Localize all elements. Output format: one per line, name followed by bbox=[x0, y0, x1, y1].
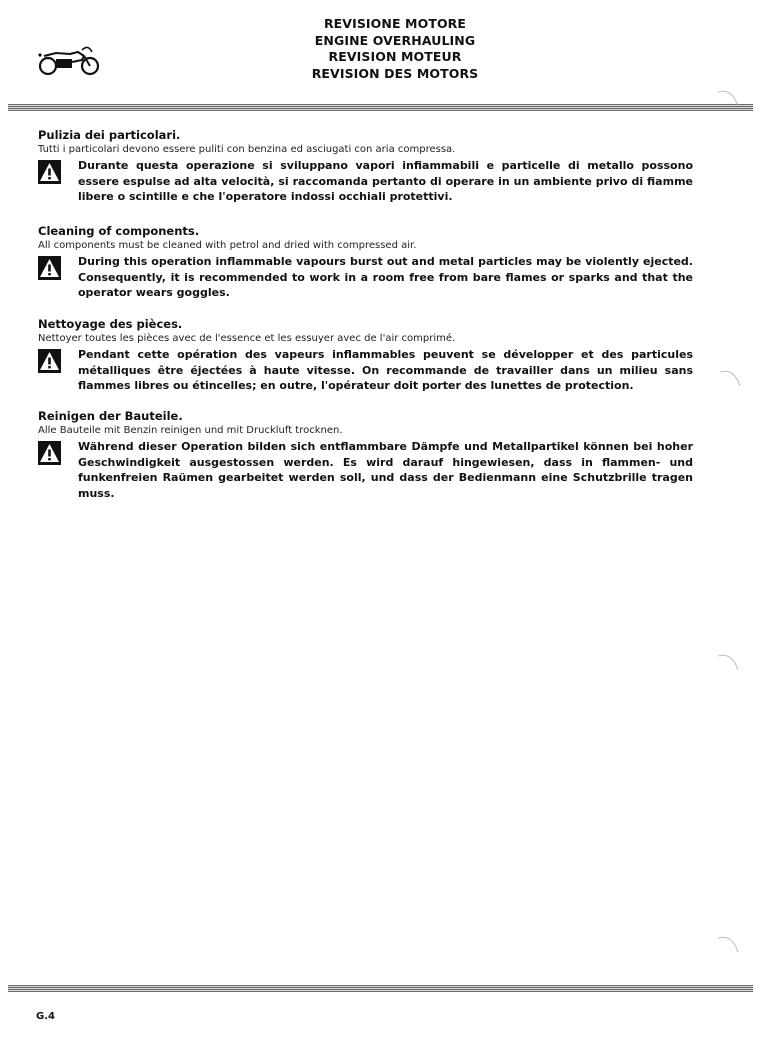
warning-block bbox=[38, 158, 693, 205]
section-title: Cleaning of components. bbox=[38, 224, 200, 238]
warning-triangle-icon bbox=[38, 441, 61, 465]
warning-text: Pendant cette opération des vapeurs inflammables peuvent se développer et des particules métalliques être éjectées à haute vitesse. On recommande de travailler dans un milieu sans flammes libres ou étincelles; en outre, l'opérateur doit porter des lunettes de protection. bbox=[78, 348, 693, 392]
warning-triangle-icon bbox=[38, 160, 61, 184]
motorcycle-icon bbox=[36, 42, 102, 78]
section-cleaning-fr bbox=[38, 317, 693, 394]
warning-triangle-icon bbox=[38, 256, 61, 280]
section-intro: Nettoyer toutes les pièces avec de l'essence et les essuyer avec de l'air comprimé. bbox=[38, 333, 456, 344]
section-title: Pulizia dei particolari. bbox=[38, 128, 181, 142]
section-intro: Tutti i particolari devono essere puliti con benzina ed asciugati con aria compressa. bbox=[38, 144, 456, 155]
page-header-titles bbox=[200, 16, 590, 82]
corner-mark bbox=[716, 650, 740, 674]
section-cleaning-it bbox=[38, 128, 693, 205]
header-title-it: REVISIONE MOTORE bbox=[323, 16, 467, 31]
warning-block bbox=[38, 439, 693, 501]
section-title: Nettoyage des pièces. bbox=[38, 317, 183, 331]
warning-block bbox=[38, 347, 693, 394]
header-title-de: REVISION DES MOTORS bbox=[311, 65, 479, 81]
section-intro: All components must be cleaned with petrol and dried with compressed air. bbox=[38, 240, 417, 251]
corner-mark bbox=[718, 366, 742, 390]
page-number: G.4 bbox=[36, 1011, 55, 1022]
corner-mark bbox=[716, 932, 740, 956]
footer-divider bbox=[8, 985, 753, 992]
warning-text: Durante questa operazione si sviluppano vapori infiammabili e particelle di metallo possono essere espulse ad alta velocità, si raccomanda pertanto di operare in un ambiente privo di fiamme libere o scintille e che l'operatore indossi occhiali protettivi. bbox=[78, 159, 693, 203]
warning-block bbox=[38, 254, 693, 301]
warning-text: Während dieser Operation bilden sich entflammbare Dämpfe und Metallpartikel können bei hoher Geschwindigkeit ausgestossen werden. Es wird darauf hingewiesen, dass in flammen- und funkenfreien Raümen gearbeitet werden soll, und dass der Bedienmann eine Schutzbrille tragen muss. bbox=[78, 440, 693, 500]
section-title: Reinigen der Bauteile. bbox=[38, 409, 183, 423]
header-title-en: ENGINE OVERHAULING bbox=[314, 32, 476, 48]
header-divider bbox=[8, 104, 753, 111]
corner-mark bbox=[716, 86, 740, 110]
section-cleaning-en bbox=[38, 224, 693, 301]
section-intro: Alle Bauteile mit Benzin reinigen und mit Druckluft trocknen. bbox=[38, 425, 343, 436]
header-title-fr: REVISION MOTEUR bbox=[328, 49, 462, 64]
warning-text: During this operation inflammable vapours burst out and metal particles may be violently ejected. Consequently, it is recommended to work in a room free from bare flames or sparks and that the operator wears goggles. bbox=[78, 255, 693, 299]
section-cleaning-de bbox=[38, 409, 693, 501]
warning-triangle-icon bbox=[38, 349, 61, 373]
